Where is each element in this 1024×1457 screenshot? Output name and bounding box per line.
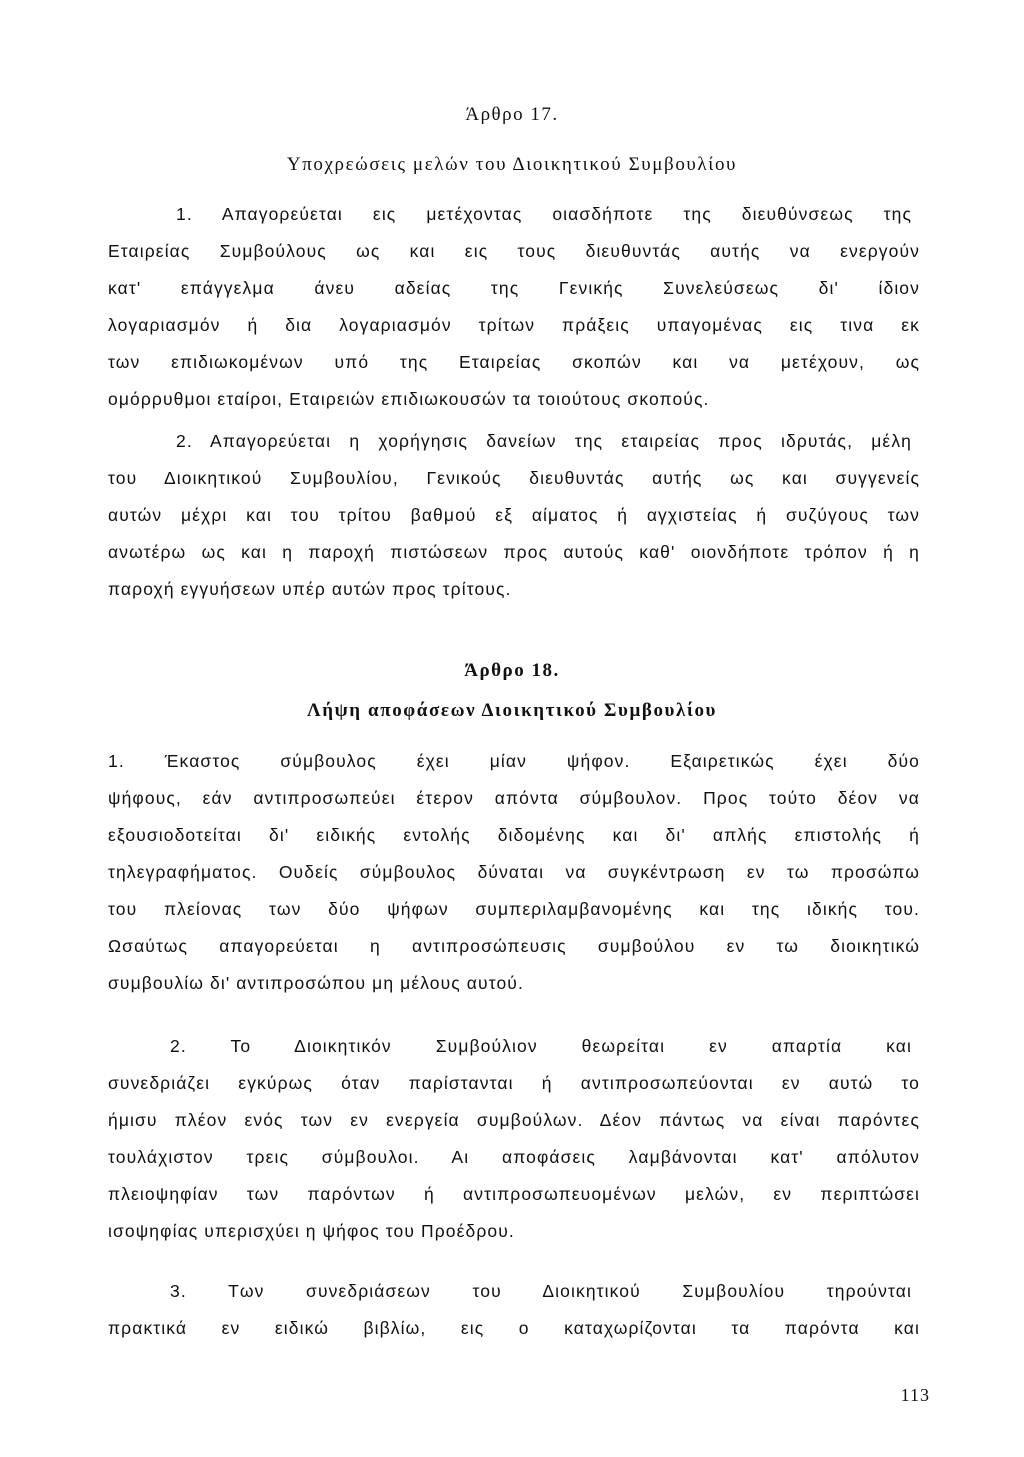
article-17-para-2-line-5: παροχή εγγυήσεων υπέρ αυτών προς τρίτους. bbox=[108, 579, 512, 599]
article-17-para-1-line-5: των επιδιωκομένων υπό της Εταιρείας σκοπών και να μετέχουν, ως bbox=[108, 352, 920, 372]
article-17-para-1-line-3: κατ' επάγγελμα άνευ αδείας της Γενικής Συνελεύσεως δι' ίδιον bbox=[108, 278, 920, 298]
article-18-para-2-line-3: ήμισυ πλέον ενός των εν ενεργεία συμβούλων. Δέον πάντως να είναι παρόντες bbox=[108, 1110, 920, 1130]
article-18-para-1-line-3: εξουσιοδοτείται δι' ειδικής εντολής διδομένης και δι' απλής επιστολής ή bbox=[108, 825, 920, 845]
article-18-para-1-line-1: 1. Έκαστος σύμβουλος έχει μίαν ψήφον. Εξαιρετικώς έχει δύο bbox=[108, 751, 920, 771]
article-18-para-2-line-4: τουλάχιστον τρεις σύμβουλοι. Αι αποφάσεις λαμβάνονται κατ' απόλυτον bbox=[108, 1147, 920, 1167]
article-17-para-2-line-3: αυτών μέχρι και του τρίτου βαθμού εξ αίματος ή αγχιστείας ή συζύγους των bbox=[108, 505, 920, 525]
article-18-number: Άρθρο 18. bbox=[464, 660, 560, 681]
article-18-para-3-line-1: 3. Των συνεδριάσεων του Διοικητικού Συμβουλίου τηρούνται bbox=[170, 1281, 912, 1301]
article-17-para-2-line-2: του Διοικητικού Συμβουλίου, Γενικούς διευθυντάς αυτής ως και συγγενείς bbox=[108, 468, 920, 488]
page-number: 113 bbox=[900, 1385, 930, 1405]
article-17-para-1-line-2: Εταιρείας Συμβούλους ως και εις τους διευθυντάς αυτής να ενεργούν bbox=[108, 241, 920, 261]
article-18-title: Λήψη αποφάσεων Διοικητικού Συμβουλίου bbox=[306, 700, 718, 721]
article-18-para-2-line-1: 2. Το Διοικητικόν Συμβούλιον θεωρείται εν απαρτία και bbox=[170, 1036, 912, 1056]
article-18-para-1-line-2: ψήφους, εάν αντιπροσωπεύει έτερον απόντα σύμβουλον. Προς τούτο δέον να bbox=[108, 788, 920, 808]
article-18-para-1-line-6: Ωσαύτως απαγορεύεται η αντιπροσώπευσις συμβούλου εν τω διοικητικώ bbox=[108, 936, 920, 956]
article-18-para-2-line-2: συνεδριάζει εγκύρως όταν παρίστανται ή αντιπροσωπεύονται εν αυτώ το bbox=[108, 1073, 920, 1093]
article-18-para-3-line-2: πρακτικά εν ειδικώ βιβλίω, εις ο καταχωρίζονται τα παρόντα και bbox=[108, 1318, 920, 1338]
article-17-number: Άρθρο 17. bbox=[465, 104, 559, 125]
article-17-para-2-line-4: ανωτέρω ως και η παροχή πιστώσεων προς αυτούς καθ' οιονδήποτε τρόπον ή η bbox=[108, 542, 920, 562]
article-17-para-2-line-1: 2. Απαγορεύεται η χορήγησις δανείων της εταιρείας προς ιδρυτάς, μέλη bbox=[176, 431, 912, 451]
article-17-para-1-line-6: ομόρρυθμοι εταίροι, Εταιρειών επιδιωκουσών τα τοιούτους σκοπούς. bbox=[108, 389, 710, 409]
article-17-title: Υποχρεώσεις μελών του Διοικητικού Συμβουλίου bbox=[286, 154, 738, 175]
article-17-para-1-line-1: 1. Απαγορεύεται εις μετέχοντας οιασδήποτε της διευθύνσεως της bbox=[176, 204, 912, 224]
article-18-para-1-line-7: συμβουλίω δι' αντιπροσώπου μη μέλους αυτού. bbox=[108, 973, 524, 993]
article-18-para-1-line-4: τηλεγραφήματος. Ουδείς σύμβουλος δύναται να συγκέντρωση εν τω προσώπω bbox=[108, 862, 920, 882]
article-17-para-1-line-4: λογαριασμόν ή δια λογαριασμόν τρίτων πράξεις υπαγομένας εις τινα εκ bbox=[108, 315, 920, 335]
article-18-para-1-line-5: του πλείονας των δύο ψήφων συμπεριλαμβανομένης και της ιδικής του. bbox=[108, 899, 920, 919]
article-18-para-2-line-6: ισοψηφίας υπερισχύει η ψήφος του Προέδρου. bbox=[108, 1221, 515, 1241]
article-18-para-2-line-5: πλειοψηφίαν των παρόντων ή αντιπροσωπευομένων μελών, εν περιπτώσει bbox=[108, 1184, 920, 1204]
